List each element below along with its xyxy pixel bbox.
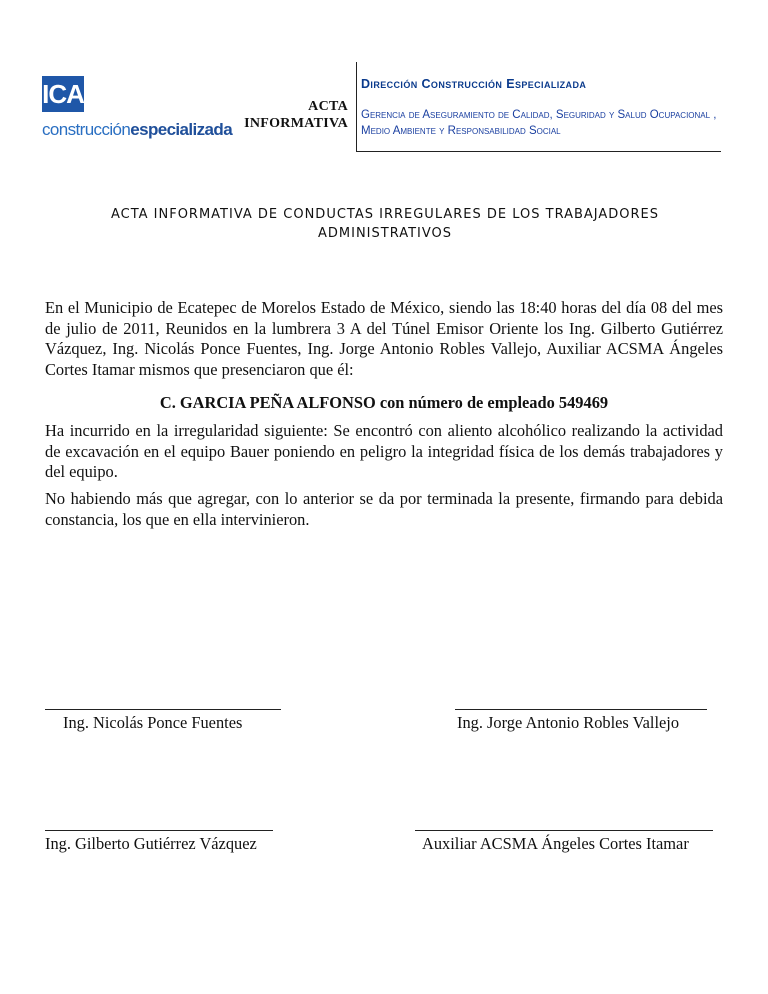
acta-informativa-label: [244, 98, 348, 132]
logo-text-bold: especializada: [130, 120, 233, 139]
employee-line: C. GARCIA PEÑA ALFONSO con número de empleado 549469: [159, 393, 609, 412]
logo-wordmark: [42, 120, 232, 140]
direction-title: Dirección Construcción Especializada: [361, 77, 587, 91]
document-title: ACTA INFORMATIVA DE CONDUCTAS IRREGULARES DE LOS TRABAJADORES ADMINISTRATIVOS: [110, 207, 660, 241]
acta-label-line1: ACTA: [308, 99, 348, 114]
signature-line-4: [415, 830, 713, 831]
paragraph-irregularity: Ha incurrido en la irregularidad siguiente: Se encontró con aliento alcohólico realizando la actividad de excavación en el equipo Bauer poniendo en peligro la integridad física de los demás trabajadores y del equipo.: [45, 421, 723, 481]
logo-text-light: construcción: [42, 120, 131, 139]
paragraph-closing: No habiendo más que agregar, con lo anterior se da por terminada la presente, firmando para debida constancia, los que en ella intervinieron.: [45, 489, 723, 529]
direction-subtitle: Gerencia de Aseguramiento de Calidad, Seguridad y Salud Ocupacional , Medio Ambiente y Responsabilidad Social: [361, 109, 717, 137]
signature-name-2: Ing. Jorge Antonio Robles Vallejo: [457, 713, 680, 732]
header-vertical-divider: [356, 62, 357, 152]
acta-label-line2: INFORMATIVA: [244, 116, 348, 131]
signature-name-1: Ing. Nicolás Ponce Fuentes: [63, 713, 243, 732]
company-logo: [42, 66, 233, 146]
ica-logo-mark: ICA: [42, 76, 84, 112]
header-horizontal-divider: [356, 151, 721, 152]
signature-name-3: Ing. Gilberto Gutiérrez Vázquez: [45, 834, 257, 853]
signature-name-4: Auxiliar ACSMA Ángeles Cortes Itamar: [422, 834, 689, 853]
signature-line-1: [45, 709, 281, 710]
paragraph-intro: En el Municipio de Ecatepec de Morelos Estado de México, siendo las 18:40 horas del día 08 del mes de julio de 2011, Reunidos en la lumbrera 3 A del Túnel Emisor Oriente los Ing. Gilberto Gutiérrez Vázquez, Ing. Nicolás Ponce Fuentes, Ing. Jorge Antonio Robles Vallejo, Auxiliar ACSMA Ángeles Cortes Itamar mismos que presenciaron que él:: [45, 298, 723, 379]
signature-line-3: [45, 830, 273, 831]
signature-line-2: [455, 709, 707, 710]
